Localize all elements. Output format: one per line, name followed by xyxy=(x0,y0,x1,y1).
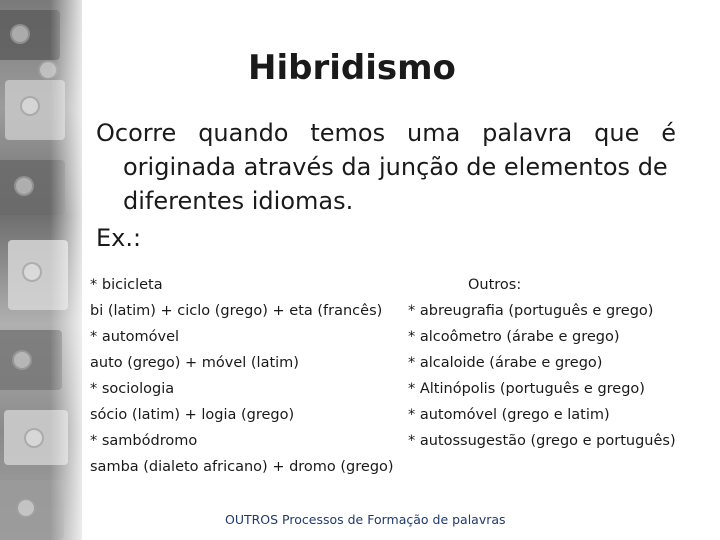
definition-continuation: originada através da junção de elementos de diferentes idiomas. xyxy=(123,153,668,215)
list-item: * sociologia xyxy=(90,381,175,397)
list-item: * sambódromo xyxy=(90,433,198,449)
list-item: * automóvel (grego e latim) xyxy=(408,407,610,423)
slide-title: Hibridismo xyxy=(248,48,456,88)
list-item: bi (latim) + ciclo (grego) + eta (francês) xyxy=(90,303,383,319)
lego-stud xyxy=(24,428,44,448)
list-item: * alcaloide (árabe e grego) xyxy=(408,355,603,371)
definition-first-line: Ocorre quando temos uma palavra que é xyxy=(96,119,676,147)
lego-stud xyxy=(10,24,30,44)
others-list xyxy=(408,298,676,454)
lego-stud xyxy=(12,350,32,370)
slide-footer: OUTROS Processos de Formação de palavras xyxy=(225,512,506,527)
lego-stud xyxy=(20,96,40,116)
list-item: * bicicleta xyxy=(90,277,163,293)
list-item: * alcoômetro (árabe e grego) xyxy=(408,329,620,345)
list-item: * automóvel xyxy=(90,329,180,345)
lego-stud xyxy=(16,498,36,518)
example-label: Ex.: xyxy=(96,224,142,252)
list-item: * abreugrafia (português e grego) xyxy=(408,303,654,319)
list-item: * autossugestão (grego e português) xyxy=(408,433,676,449)
others-heading: Outros: xyxy=(468,277,522,293)
examples-list xyxy=(90,272,394,480)
lego-stud xyxy=(22,262,42,282)
definition-text xyxy=(96,116,676,218)
decorative-sidebar-image xyxy=(0,0,82,540)
list-item: * Altinópolis (português e grego) xyxy=(408,381,645,397)
sidebar-fade xyxy=(50,0,82,540)
list-item: auto (grego) + móvel (latim) xyxy=(90,355,299,371)
lego-stud xyxy=(14,176,34,196)
list-item: sócio (latim) + logia (grego) xyxy=(90,407,295,423)
list-item: samba (dialeto africano) + dromo (grego) xyxy=(90,459,394,475)
